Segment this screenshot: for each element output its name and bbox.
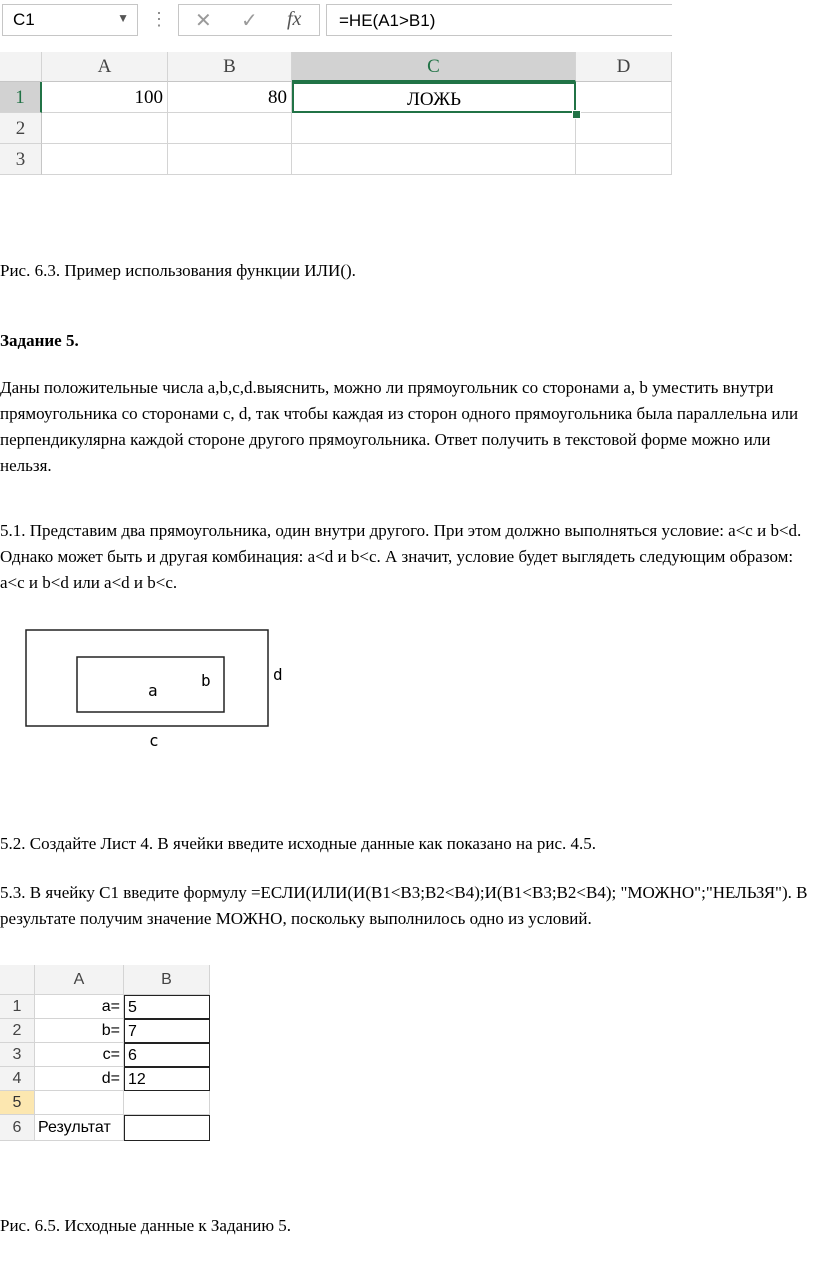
cell-b4[interactable]: 12	[124, 1067, 210, 1091]
row-header-1[interactable]: 1	[0, 995, 35, 1019]
cell-d3[interactable]	[576, 144, 672, 175]
select-all-corner[interactable]	[0, 52, 42, 82]
column-header-b[interactable]: B	[168, 52, 292, 82]
step-5-2: 5.2. Создайте Лист 4. В ячейки введите исходные данные как показано на рис. 4.5.	[0, 834, 597, 853]
formula-buttons	[178, 4, 320, 36]
label-c: c	[149, 731, 159, 750]
task-body: Даны положительные числа a,b,c,d.выяснить, можно ли прямоугольник со сторонами a, b уместить внутри прямоугольника со сторонами c, d, так чтобы каждая из сторон одного прямоугольника была параллельна или перпендикулярна каждой стороне другого прямоугольника. Ответ получить в текстовой форме можно или нельзя.	[0, 378, 799, 475]
cell-a6[interactable]: Результат	[35, 1115, 124, 1141]
column-header-c[interactable]: C	[292, 52, 576, 82]
cell-b6[interactable]	[124, 1115, 210, 1141]
cancel-icon[interactable]: ✕	[195, 10, 212, 32]
rectangles-diagram	[0, 620, 300, 755]
cell-b2[interactable]	[168, 113, 292, 144]
cell-c1[interactable]: ЛОЖЬ	[292, 82, 576, 113]
cell-b1[interactable]: 80	[168, 82, 292, 113]
check-icon[interactable]: ✓	[241, 10, 258, 32]
cell-b2[interactable]: 7	[124, 1019, 210, 1043]
formula-text: =НЕ(A1>B1)	[339, 11, 436, 30]
caption-fig-6-3: Рис. 6.3. Пример использования функции ИЛИ().	[0, 261, 356, 280]
name-box[interactable]	[2, 4, 138, 36]
excel-screenshot-formula-not	[0, 0, 672, 180]
cell-a4[interactable]: d=	[35, 1067, 124, 1091]
cell-a5[interactable]	[35, 1091, 124, 1115]
row-header-6[interactable]: 6	[0, 1115, 35, 1141]
column-header-a[interactable]: A	[35, 965, 124, 995]
cell-a2[interactable]	[42, 113, 168, 144]
more-vertical-icon: ⋮	[150, 9, 168, 29]
label-d: d	[273, 665, 283, 684]
excel-screenshot-input-data	[0, 965, 214, 1157]
row-header-1[interactable]: 1	[0, 82, 42, 113]
step-5-1: 5.1. Представим два прямоугольника, один внутри другого. При этом должно выполняться условие: a<c и b<d. Однако может быть и другая комбинация: a<d и b<c. А значит, условие будет выглядеть следующим образом: a<c и b<d или a<d и b<c.	[0, 521, 802, 592]
column-header-a[interactable]: A	[42, 52, 168, 82]
cell-c3[interactable]	[292, 144, 576, 175]
name-box-value: C1	[13, 10, 35, 29]
row-header-2[interactable]: 2	[0, 1019, 35, 1043]
cell-b3[interactable]: 6	[124, 1043, 210, 1067]
column-header-d[interactable]: D	[576, 52, 672, 82]
caption-fig-6-5: Рис. 6.5. Исходные данные к Заданию 5.	[0, 1216, 292, 1235]
cell-a1[interactable]: a=	[35, 995, 124, 1019]
cell-a2[interactable]: b=	[35, 1019, 124, 1043]
cell-d1[interactable]	[576, 82, 672, 113]
function-icon[interactable]: fx	[287, 8, 302, 30]
cell-d2[interactable]	[576, 113, 672, 144]
cell-c2[interactable]	[292, 113, 576, 144]
row-header-3[interactable]: 3	[0, 144, 42, 175]
dropdown-arrow-icon[interactable]: ▼	[117, 11, 129, 25]
cell-a3[interactable]: c=	[35, 1043, 124, 1067]
row-header-2[interactable]: 2	[0, 113, 42, 144]
cell-b3[interactable]	[168, 144, 292, 175]
label-b: b	[201, 671, 211, 690]
cell-a3[interactable]	[42, 144, 168, 175]
formula-bar[interactable]	[326, 4, 672, 36]
column-header-b[interactable]: B	[124, 965, 210, 995]
cell-b1[interactable]: 5	[124, 995, 210, 1019]
task-title: Задание 5.	[0, 331, 79, 350]
cell-b5[interactable]	[124, 1091, 210, 1115]
row-header-3[interactable]: 3	[0, 1043, 35, 1067]
cell-a1[interactable]: 100	[42, 82, 168, 113]
fill-handle[interactable]	[572, 110, 581, 119]
step-5-3: 5.3. В ячейку С1 введите формулу =ЕСЛИ(ИЛИ(И(B1<B3;B2<B4);И(B1<B3;B2<B4); "МОЖНО";"НЕЛЬЗЯ"). В результате получим значение МОЖНО, поскольку выполнилось одно из условий.	[0, 883, 808, 928]
select-all-corner[interactable]	[0, 965, 35, 995]
row-header-5[interactable]: 5	[0, 1091, 35, 1115]
label-a: a	[148, 681, 158, 700]
row-header-4[interactable]: 4	[0, 1067, 35, 1091]
